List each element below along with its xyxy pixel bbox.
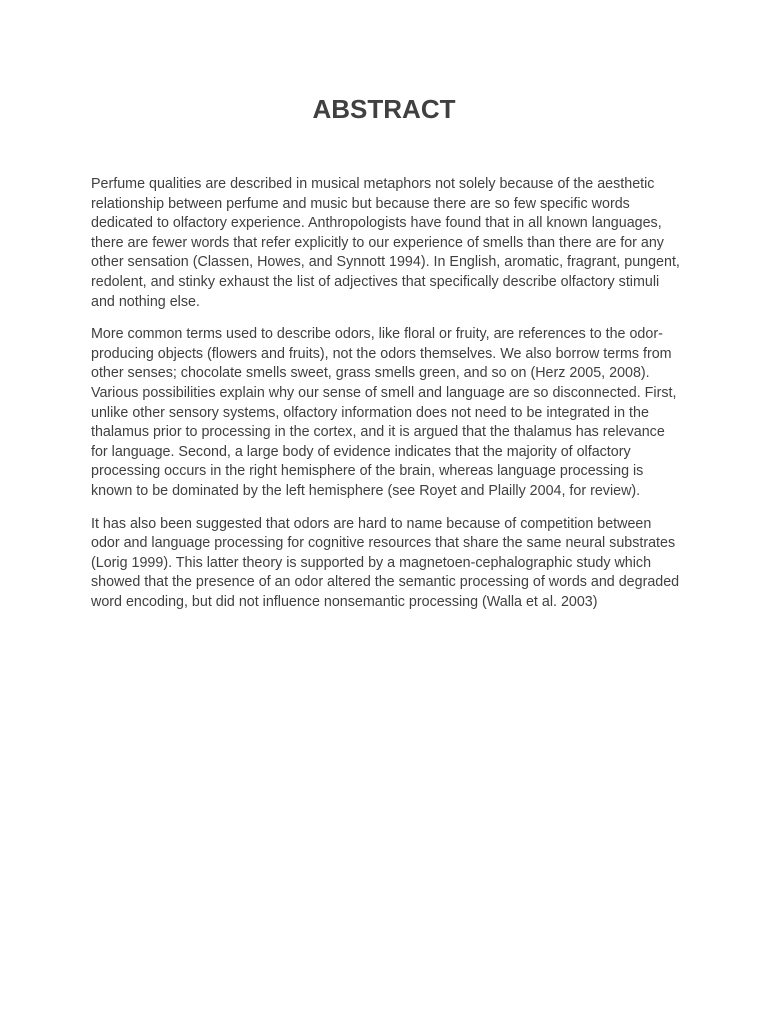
paragraph-1: Perfume qualities are described in musical metaphors not solely because of the aesthetic relationship between perfume and music but because there are so few specific words dedicated to olfactory experience. Anthropologists have found that in all known languages, there are fewer words that refer explicitly to our experience of smells than there are for any other sensation (Classen, Howes, and Synnott 1994). In English, aromatic, fragrant, pungent, redolent, and stinky exhaust the list of adjectives that specifically describe olfactory stimuli and nothing else.	[91, 176, 680, 310]
abstract-body	[91, 175, 681, 625]
page-title: ABSTRACT	[312, 94, 456, 124]
paragraph-3: It has also been suggested that odors are hard to name because of competition between odor and language processing for cognitive resources that share the same neural substrates (Lorig 1999). This latter theory is supported by a magnetoen-cephalographic study which showed that the presence of an odor altered the semantic processing of words and degraded word encoding, but did not influence nonsemantic processing (Walla et al. 2003)	[91, 515, 680, 610]
paragraph-2: More common terms used to describe odors, like floral or fruity, are references to the odor-producing objects (flowers and fruits), not the odors themselves. We also borrow terms from other senses; chocolate smells sweet, grass smells green, and so on (Herz 2005, 2008). Various possibilities explain why our sense of smell and language are so disconnected. First, unlike other sensory systems, olfactory information does not need to be integrated in the thalamus prior to processing in the cortex, and it is argued that the thalamus has relevance for language. Second, a large body of evidence indicates that the majority of olfactory processing occurs in the right hemisphere of the brain, whereas language processing is known to be dominated by the left hemisphere (see Royet and Plailly 2004, for review).	[91, 326, 677, 499]
